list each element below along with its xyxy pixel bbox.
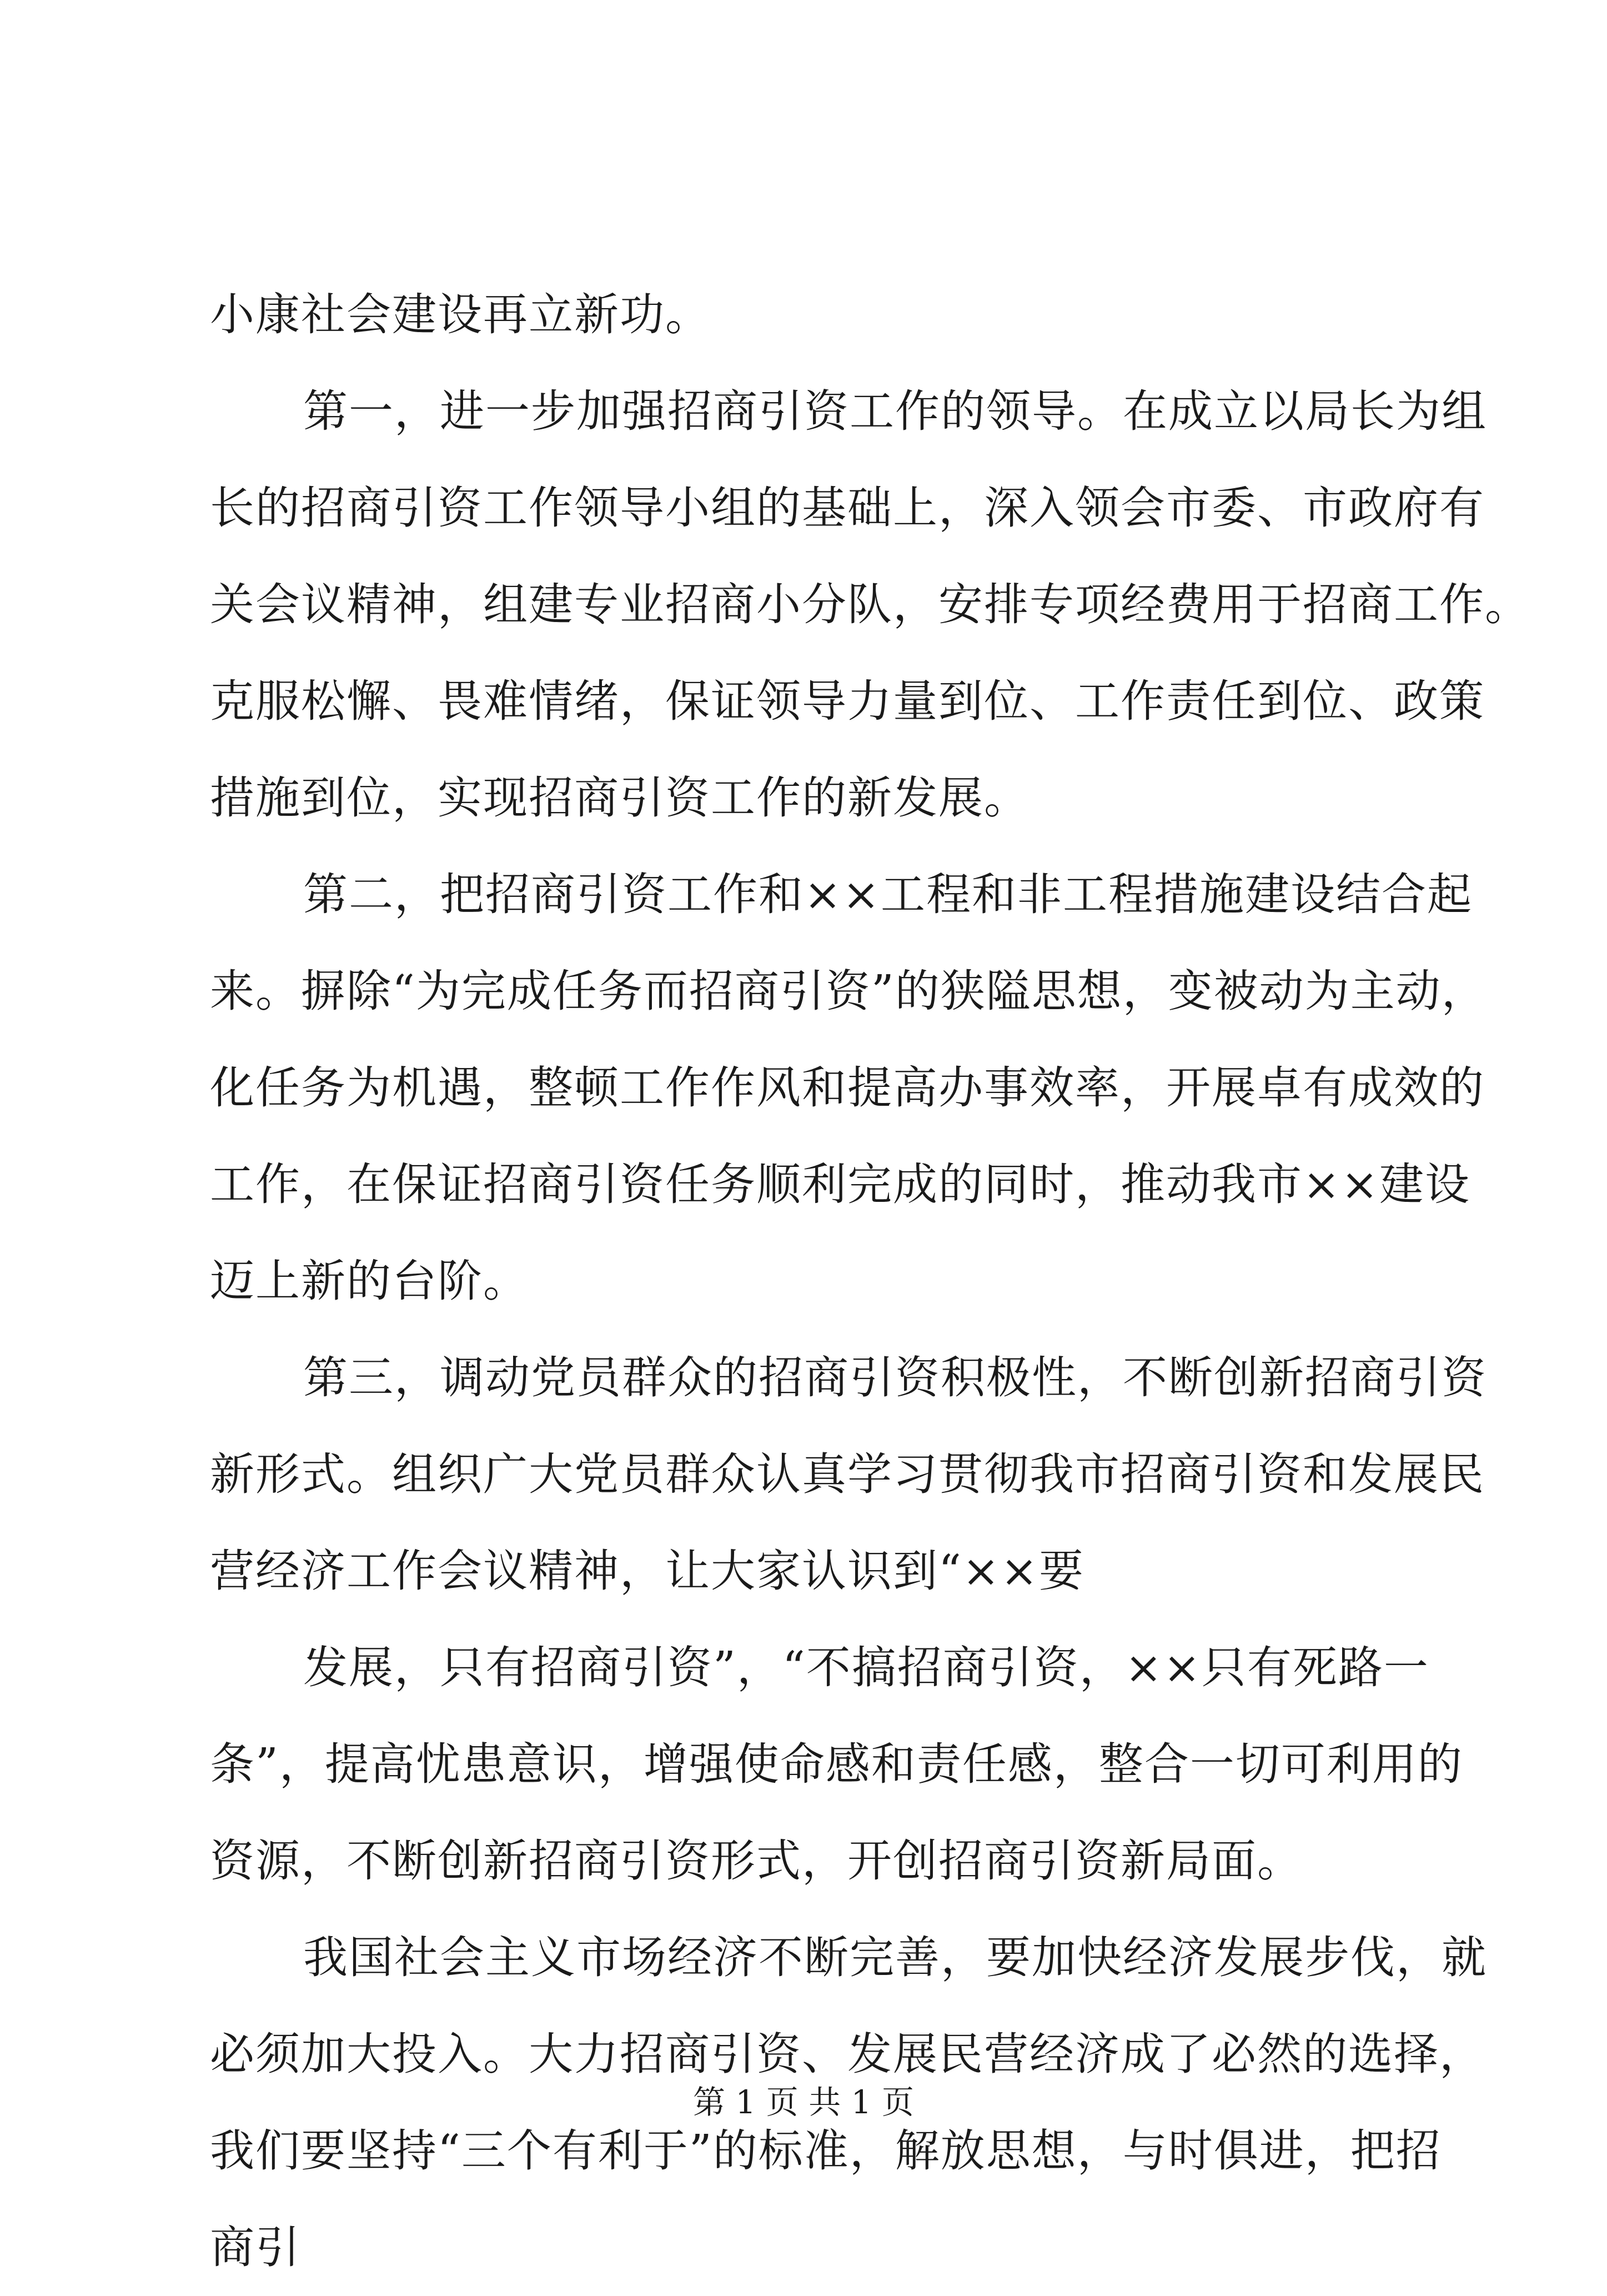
text-line: 措施到位，实现招商引资工作的新发展。: [210, 772, 1030, 824]
text-line: 长的招商引资工作领导小组的基础上，深入领会市委、市政府有: [210, 482, 1485, 534]
text-line: 商引: [210, 2222, 301, 2273]
text-line: 迈上新的台阶。: [210, 1255, 529, 1307]
text-line: 第一，进一步加强招商引资工作的领导。在成立以局长为组: [303, 385, 1487, 437]
text-line: 新形式。组织广大党员群众认真学习贯彻我市招商引资和发展民: [210, 1448, 1485, 1500]
text-line: 克服松懈、畏难情绪，保证领导力量到位、工作责任到位、政策: [210, 675, 1485, 727]
text-line: 工作，在保证招商引资任务顺利完成的同时，推动我市××建设: [210, 1159, 1471, 1210]
body-text: [210, 267, 1530, 2296]
text-line: 小康社会建设再立新功。: [210, 289, 711, 340]
text-line: 我国社会主义市场经济不断完善，要加快经济发展步伐，就: [303, 1932, 1487, 1983]
page-footer: [0, 2080, 1607, 2124]
text-line: 发展，只有招商引资”，“不搞招商引资，××只有死路一: [303, 1642, 1429, 1693]
text-line: 营经济工作会议精神，让大家认识到“××要: [210, 1545, 1084, 1597]
text-line: 条”，提高忧患意识，增强使命感和责任感，整合一切可利用的: [210, 1738, 1463, 1790]
text-line: 关会议精神，组建专业招商小分队，安排专项经费用于招商工作。: [210, 579, 1530, 630]
text-line: 化任务为机遇，整顿工作作风和提高办事效率，开展卓有成效的: [210, 1062, 1485, 1114]
text-line: 第二，把招商引资工作和××工程和非工程措施建设结合起: [303, 869, 1473, 920]
text-line: 必须加大投入。大力招商引资、发展民营经济成了必然的选择，: [210, 2028, 1485, 2080]
page-number-label: 第 1 页 共 1 页: [693, 2083, 914, 2121]
text-line: 第三，调动党员群众的招商引资积极性，不断创新招商引资: [303, 1352, 1487, 1403]
text-line: 资源，不断创新招商引资形式，开创招商引资新局面。: [210, 1835, 1303, 1887]
text-line: 来。摒除“为完成任务而招商引资”的狭隘思想，变被动为主动，: [210, 965, 1487, 1017]
text-line: 我们要坚持“三个有利于”的标准，解放思想，与时俱进，把招: [210, 2125, 1442, 2177]
